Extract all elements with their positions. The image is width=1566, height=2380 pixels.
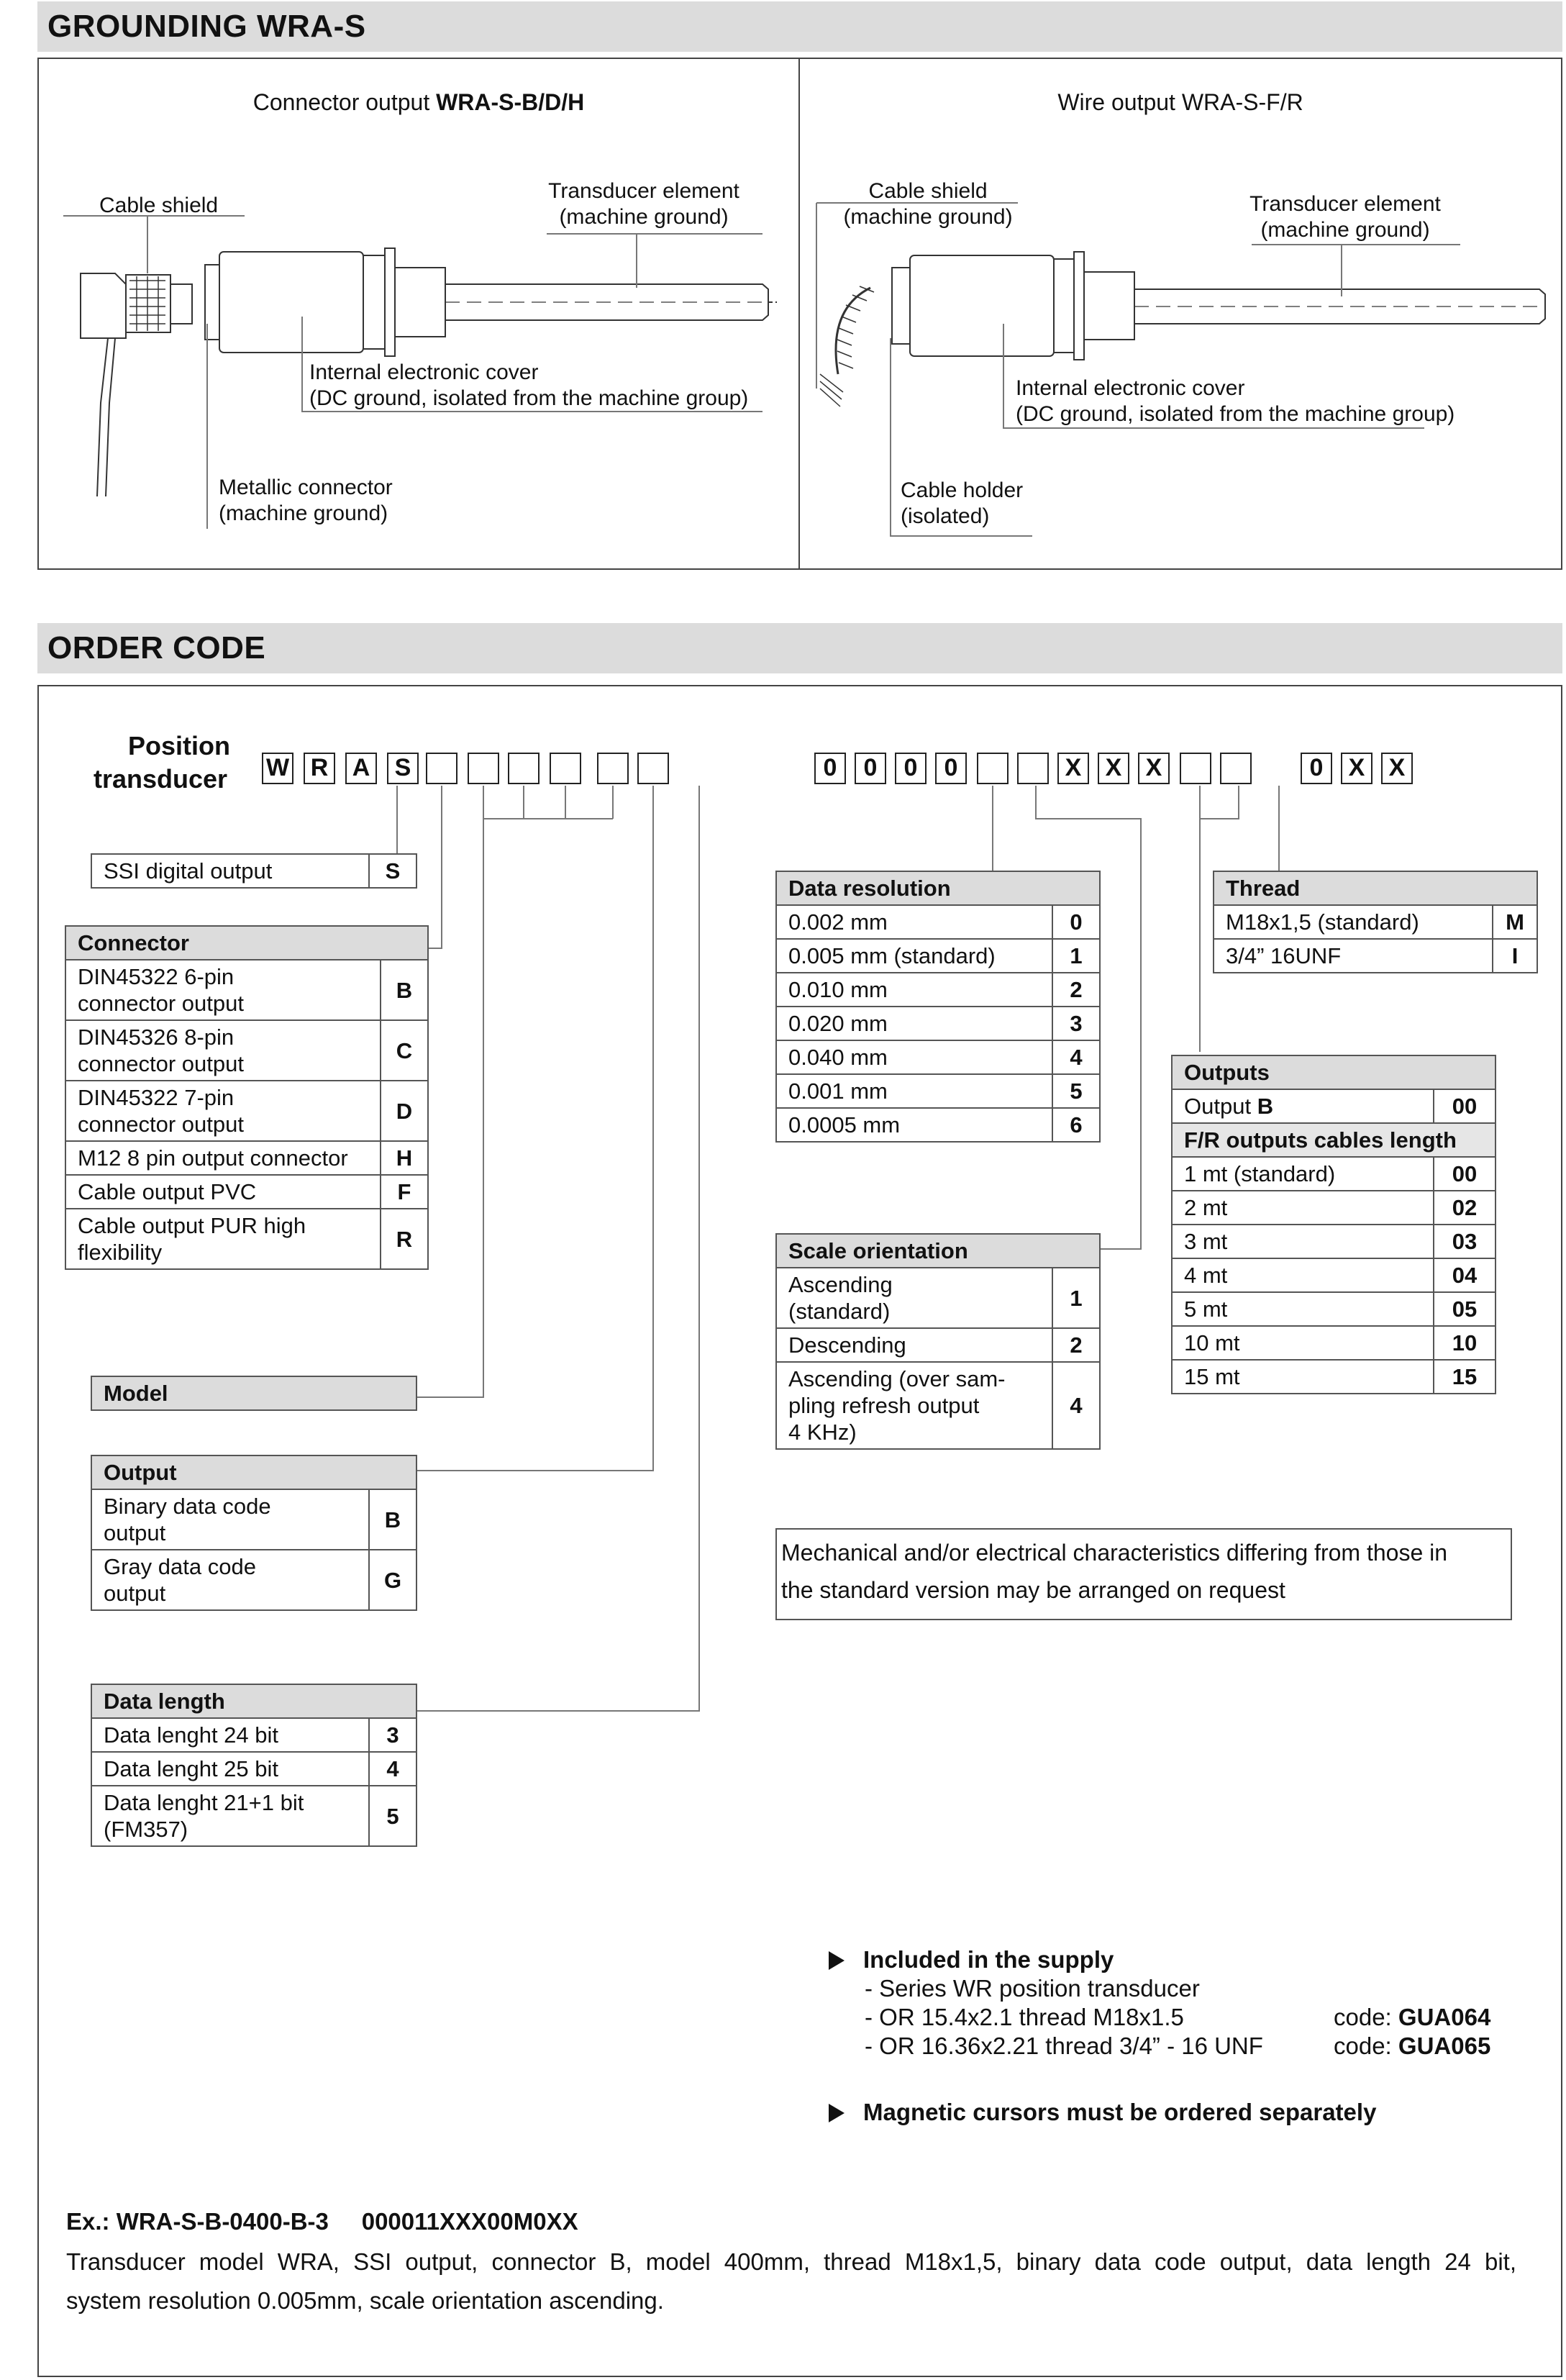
code-box: X <box>1138 753 1170 784</box>
row-label: 15 mt <box>1172 1360 1434 1394</box>
row-code: 4 <box>1052 1040 1100 1074</box>
table-header: Thread <box>1214 871 1537 905</box>
row-code: 0 <box>1052 905 1100 939</box>
transducer-element-label-1: Transducer element <box>548 179 739 203</box>
table-row <box>1172 1258 1496 1292</box>
internal-cover-label-1: Internal electronic cover <box>309 360 539 384</box>
row-code: 00 <box>1434 1157 1496 1191</box>
row-label <box>776 1108 1052 1142</box>
cable-holder-label-1: Cable holder <box>901 478 1024 502</box>
row-label: 3 mt <box>1172 1225 1434 1258</box>
row-label <box>776 905 1052 939</box>
included-item-1: - Series WR position transducer <box>865 1975 1200 2002</box>
table-row <box>65 1141 428 1175</box>
row-label-line: Gray data code <box>104 1554 256 1579</box>
table-row <box>65 1209 428 1269</box>
table-row <box>776 1362 1100 1449</box>
row-code: D <box>381 1081 428 1141</box>
table-header: Scale orientation <box>776 1234 1100 1268</box>
code-box: A <box>345 753 377 784</box>
row-code: H <box>381 1141 428 1175</box>
code-value: GUA065 <box>1398 2032 1491 2059</box>
row-label <box>1172 1089 1434 1123</box>
row-prefix: Output <box>1184 1094 1257 1119</box>
row-label <box>776 973 1052 1007</box>
table-row <box>776 1268 1100 1328</box>
row-label <box>776 1074 1052 1108</box>
table-row <box>65 1175 428 1209</box>
row-label-line: 0.005 mm (standard) <box>788 943 996 968</box>
cable-holder-label-2: (isolated) <box>901 504 990 528</box>
note-box <box>775 1528 1512 1620</box>
row-code: 4 <box>369 1752 416 1786</box>
row-label <box>65 960 381 1020</box>
row-label-line: (standard) <box>788 1299 891 1324</box>
code-box: R <box>304 753 335 784</box>
code-box: W <box>262 753 293 784</box>
row-label-line: DIN45322 7-pin <box>78 1085 235 1110</box>
example-line-1: Transducer model WRA, SSI output, connector B, model 400mm, thread M18x1,5, binary data code output, data length 24 bit, <box>66 2248 1516 2275</box>
wire-output-heading: Wire output WRA-S-F/R <box>1057 89 1303 115</box>
row-label-line: (FM357) <box>104 1817 188 1842</box>
row-code: G <box>369 1550 416 1610</box>
code-prefix: code: <box>1334 2032 1398 2059</box>
included-title <box>829 1945 1114 1974</box>
magnetic-note-text: Magnetic cursors must be ordered separately <box>863 2099 1377 2125</box>
row-code: 05 <box>1434 1292 1496 1326</box>
row-label <box>776 939 1052 973</box>
table-row <box>776 1007 1100 1040</box>
table-row <box>91 1718 416 1752</box>
row-label-line: flexibility <box>78 1240 163 1265</box>
row-label-line: 3/4” 16UNF <box>1226 943 1342 968</box>
transducer-element-label-2: (machine ground) <box>559 205 729 229</box>
position-label-2: transducer <box>94 764 228 794</box>
row-label-line: Ascending (over sam- <box>788 1366 1006 1391</box>
row-code: M <box>1493 905 1537 939</box>
ssi-label: SSI digital output <box>91 854 369 888</box>
bullet-triangle-icon <box>829 1951 845 1970</box>
row-label: 2 mt <box>1172 1191 1434 1225</box>
magnetic-note <box>829 2098 1376 2127</box>
code-box: 0 <box>814 753 846 784</box>
grounding-title: GROUNDING WRA-S <box>47 9 366 44</box>
row-label-line: Data lenght 25 bit <box>104 1756 279 1781</box>
table-row <box>1172 1360 1496 1394</box>
table-row <box>91 1489 416 1550</box>
row-label-line: 0.002 mm <box>788 909 888 935</box>
row-label-line: 4 KHz) <box>788 1420 857 1445</box>
row-label-line: Binary data code <box>104 1494 271 1519</box>
metallic-connector-label-1: Metallic connector <box>219 476 393 499</box>
row-label <box>65 1081 381 1141</box>
table-subheader: F/R outputs cables length <box>1172 1123 1496 1157</box>
thread-table <box>1213 871 1538 973</box>
row-code: 1 <box>1052 939 1100 973</box>
row-label-line: connector output <box>78 1051 244 1076</box>
code-box: 0 <box>895 753 927 784</box>
model-table <box>91 1376 417 1411</box>
table-header: Data length <box>91 1684 416 1718</box>
row-code: 3 <box>1052 1007 1100 1040</box>
position-label-1: Position <box>128 731 230 760</box>
row-code: 2 <box>1052 1328 1100 1362</box>
heading-prefix: Connector output <box>252 89 437 115</box>
row-label-line: 0.010 mm <box>788 977 888 1002</box>
row-label <box>65 1209 381 1269</box>
internal-cover-right-1: Internal electronic cover <box>1016 376 1245 400</box>
example-line-2: system resolution 0.005mm, scale orientation ascending. <box>66 2287 664 2314</box>
internal-cover-right-2: (DC ground, isolated from the machine group) <box>1016 402 1455 426</box>
row-label-line: DIN45326 8-pin <box>78 1025 235 1050</box>
row-label <box>776 1362 1052 1449</box>
row-label-line: 0.0005 mm <box>788 1112 901 1137</box>
row-label-line: 0.040 mm <box>788 1045 888 1070</box>
cable-shield-right-1: Cable shield <box>868 179 988 203</box>
row-label-line: pling refresh output <box>788 1393 980 1418</box>
row-label-line: output <box>104 1520 166 1545</box>
row-code: I <box>1493 939 1537 973</box>
row-label <box>65 1020 381 1081</box>
outputs-table <box>1171 1055 1496 1394</box>
row-label <box>65 1141 381 1175</box>
row-code: 10 <box>1434 1326 1496 1360</box>
table-row <box>1214 905 1537 939</box>
row-label-line: Ascending <box>788 1272 893 1297</box>
row-label-line: Data lenght 24 bit <box>104 1722 279 1748</box>
metallic-connector-label-2: (machine ground) <box>219 501 388 525</box>
internal-cover-label-2: (DC ground, isolated from the machine group) <box>309 386 749 410</box>
row-label-line: Cable output PVC <box>78 1179 257 1204</box>
row-label <box>1214 939 1493 973</box>
table-row <box>1172 1157 1496 1191</box>
table-row <box>65 960 428 1020</box>
output-table <box>91 1455 417 1611</box>
table-row <box>91 1550 416 1610</box>
row-label-line: 0.001 mm <box>788 1078 888 1104</box>
row-code: F <box>381 1175 428 1209</box>
included-title-text: Included in the supply <box>863 1946 1114 1973</box>
row-label <box>776 1007 1052 1040</box>
row-label: 4 mt <box>1172 1258 1434 1292</box>
cable-shield-right-2: (machine ground) <box>843 205 1013 229</box>
note-line-2: the standard version may be arranged on request <box>781 1577 1285 1603</box>
row-code: 4 <box>1052 1362 1100 1449</box>
note-line-1: Mechanical and/or electrical characteristics differing from those in <box>781 1540 1448 1566</box>
row-label-line: 0.020 mm <box>788 1011 888 1036</box>
transducer-element-right-2: (machine ground) <box>1260 218 1430 242</box>
data-resolution-table <box>775 871 1101 1143</box>
included-item-2-code <box>1334 2003 1490 2032</box>
row-label <box>91 1718 369 1752</box>
code-box: 0 <box>1301 753 1332 784</box>
table-header: Outputs <box>1172 1055 1496 1089</box>
transducer-element-right-1: Transducer element <box>1249 192 1441 216</box>
code-box: 0 <box>935 753 967 784</box>
cable-shield-label: Cable shield <box>99 194 219 217</box>
table-row <box>65 1020 428 1081</box>
model-header: Model <box>91 1376 416 1410</box>
table-row <box>1214 939 1537 973</box>
row-code: 04 <box>1434 1258 1496 1292</box>
row-code: 02 <box>1434 1191 1496 1225</box>
row-label <box>1214 905 1493 939</box>
row-label <box>91 1752 369 1786</box>
table-row <box>1172 1191 1496 1225</box>
row-label-line: connector output <box>78 1112 244 1137</box>
code-box: S <box>387 753 419 784</box>
table-row <box>776 1040 1100 1074</box>
code-box: 0 <box>855 753 886 784</box>
table-row <box>776 1108 1100 1142</box>
table-row <box>65 1081 428 1141</box>
row-label-line: Descending <box>788 1332 906 1358</box>
included-item-3: - OR 16.36x2.21 thread 3/4” - 16 UNF <box>865 2032 1263 2059</box>
row-code: 00 <box>1434 1089 1496 1123</box>
row-label <box>776 1328 1052 1362</box>
row-label: 1 mt (standard) <box>1172 1157 1434 1191</box>
row-label <box>776 1268 1052 1328</box>
row-label: 10 mt <box>1172 1326 1434 1360</box>
ssi-code: S <box>369 854 416 888</box>
table-header: Data resolution <box>776 871 1100 905</box>
row-label <box>776 1040 1052 1074</box>
row-label-line: M18x1,5 (standard) <box>1226 909 1419 935</box>
heading-bold: WRA-S-B/D/H <box>436 89 585 115</box>
row-code: 03 <box>1434 1225 1496 1258</box>
row-code: 5 <box>1052 1074 1100 1108</box>
table-row <box>1172 1089 1496 1123</box>
row-code: 1 <box>1052 1268 1100 1328</box>
included-item-2: - OR 15.4x2.1 thread M18x1.5 <box>865 2004 1184 2030</box>
row-bold: B <box>1257 1094 1274 1119</box>
order-code-title: ORDER CODE <box>47 630 266 666</box>
data-length-table <box>91 1684 417 1847</box>
row-code: R <box>381 1209 428 1269</box>
row-label-line: connector output <box>78 991 244 1016</box>
row-label <box>91 1786 369 1846</box>
table-row <box>776 1328 1100 1362</box>
row-code: 3 <box>369 1718 416 1752</box>
row-label-line: output <box>104 1581 166 1606</box>
row-label <box>65 1175 381 1209</box>
row-label: 5 mt <box>1172 1292 1434 1326</box>
table-row <box>1172 1326 1496 1360</box>
table-header: Connector <box>65 926 428 960</box>
code-box: X <box>1057 753 1089 784</box>
code-box: X <box>1341 753 1372 784</box>
bullet-triangle-icon <box>829 2104 845 2122</box>
row-label-line: M12 8 pin output connector <box>78 1145 348 1171</box>
table-row <box>1172 1225 1496 1258</box>
included-item-3-code <box>1334 2032 1490 2061</box>
row-code: 2 <box>1052 973 1100 1007</box>
code-prefix: code: <box>1334 2004 1398 2030</box>
table-header: Output <box>91 1455 416 1489</box>
row-code: 15 <box>1434 1360 1496 1394</box>
table-row <box>776 905 1100 939</box>
row-label-line: Data lenght 21+1 bit <box>104 1790 304 1815</box>
row-code: C <box>381 1020 428 1081</box>
example-label: Ex.: WRA-S-B-0400-B-3 000011XXX00M0XX <box>66 2208 578 2235</box>
row-label <box>91 1550 369 1610</box>
code-box: X <box>1098 753 1129 784</box>
code-value: GUA064 <box>1398 2004 1491 2030</box>
table-row <box>776 1074 1100 1108</box>
row-code: B <box>369 1489 416 1550</box>
table-row <box>1172 1292 1496 1326</box>
table-row <box>776 973 1100 1007</box>
row-label-line: DIN45322 6-pin <box>78 964 235 989</box>
row-code: 5 <box>369 1786 416 1846</box>
scale-orientation-table <box>775 1233 1101 1450</box>
table-row <box>91 1752 416 1786</box>
table-row <box>776 939 1100 973</box>
row-label-line: Cable output PUR high <box>78 1213 306 1238</box>
row-label <box>91 1489 369 1550</box>
code-box: X <box>1381 753 1413 784</box>
row-code: B <box>381 960 428 1020</box>
table-row <box>91 1786 416 1846</box>
connector-table <box>65 925 429 1270</box>
ssi-table <box>91 853 417 889</box>
row-code: 6 <box>1052 1108 1100 1142</box>
